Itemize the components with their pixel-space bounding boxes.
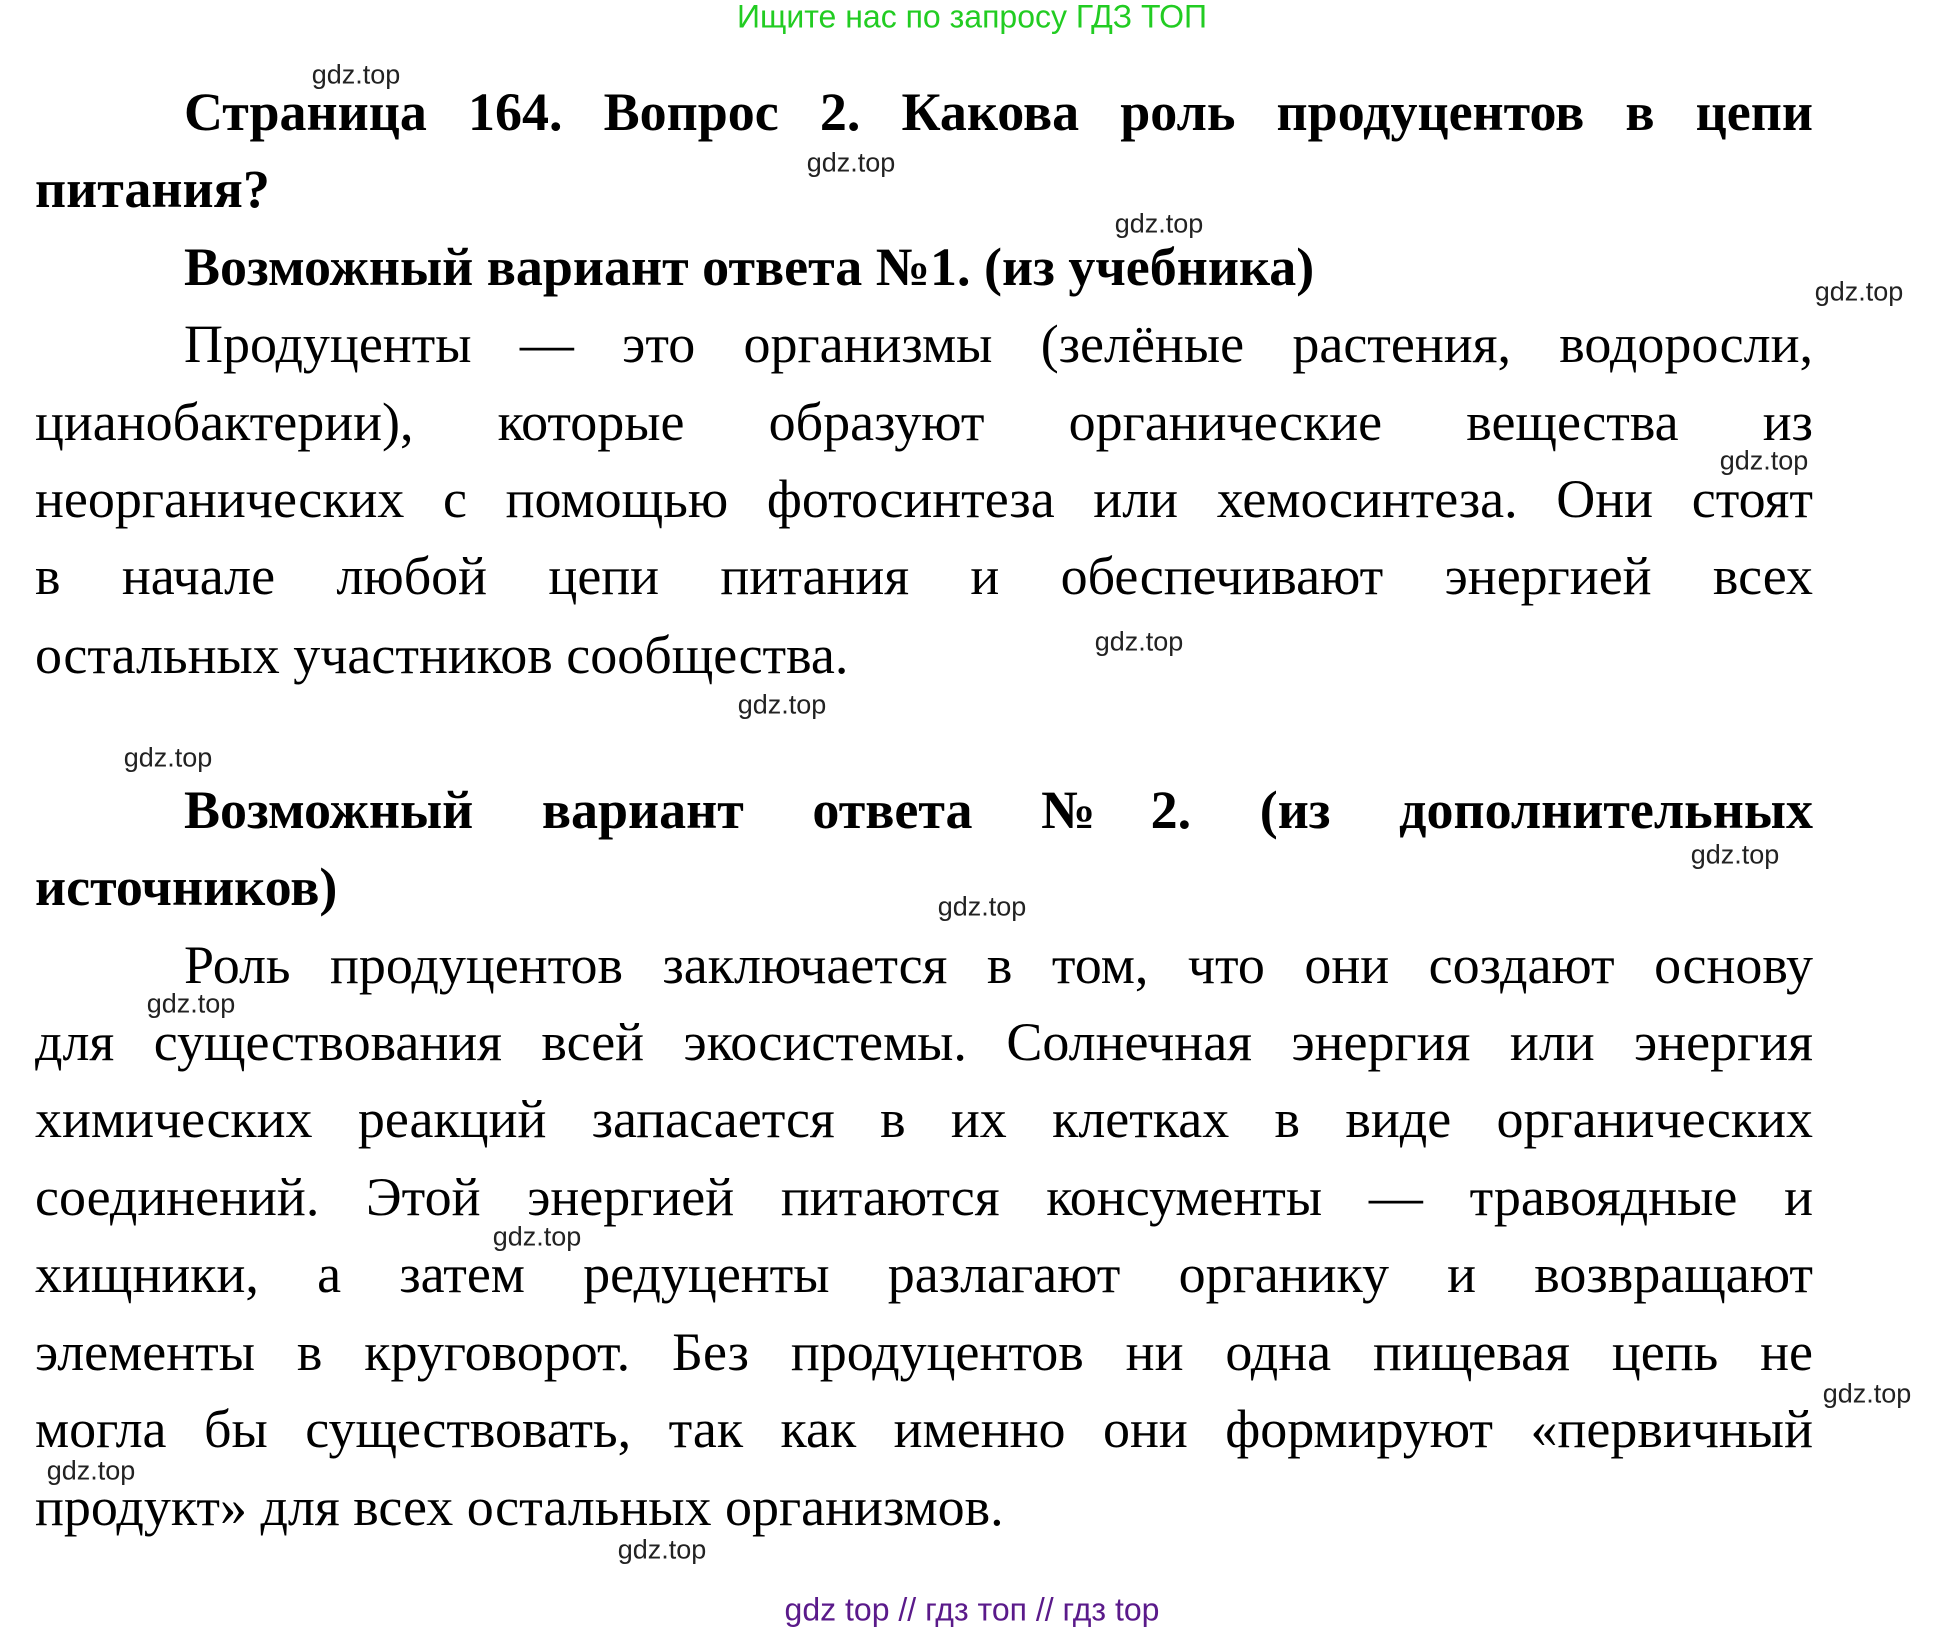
- answer2-line: хищники, а затем редуценты разлагают органику и возвращают: [35, 1244, 1813, 1304]
- answer2-line: химических реакций запасается в их клетках в виде органических: [35, 1089, 1813, 1149]
- page-title-line-2: питания?: [35, 159, 270, 219]
- bottom-banner: gdz top // гдз топ // гдз top: [784, 1591, 1160, 1628]
- answer1-line: цианобактерии), которые образуют органические вещества из: [35, 392, 1813, 452]
- watermark: gdz.top: [1822, 1378, 1912, 1409]
- answer2-line: элементы в круговорот. Без продуцентов ни одна пищевая цепь не: [35, 1322, 1813, 1382]
- answer2-line: соединений. Этой энергией питаются консументы — травоядные и: [35, 1167, 1813, 1227]
- answer2-line: могла бы существовать, так как именно они формируют «первичный: [35, 1399, 1813, 1459]
- watermark: gdz.top: [806, 147, 896, 178]
- watermark: gdz.top: [146, 988, 236, 1019]
- watermark: gdz.top: [1094, 626, 1184, 657]
- watermark: gdz.top: [492, 1221, 582, 1252]
- watermark: gdz.top: [617, 1534, 707, 1565]
- answer1-heading: Возможный вариант ответа №1. (из учебника): [184, 237, 1315, 297]
- answer2-line: продукт» для всех остальных организмов.: [35, 1477, 1004, 1537]
- watermark: gdz.top: [123, 742, 213, 773]
- watermark: gdz.top: [1719, 445, 1809, 476]
- answer2-line: для существования всей экосистемы. Солнечная энергия или энергия: [35, 1012, 1813, 1072]
- watermark: gdz.top: [311, 59, 401, 90]
- answer2-line: Роль продуцентов заключается в том, что они создают основу: [184, 935, 1813, 995]
- answer1-line: неорганических с помощью фотосинтеза или хемосинтеза. Они стоят: [35, 469, 1813, 529]
- answer1-line: Продуценты — это организмы (зелёные растения, водоросли,: [184, 314, 1813, 374]
- watermark: gdz.top: [46, 1455, 136, 1486]
- top-banner: Ищите нас по запросу ГДЗ ТОП: [737, 0, 1207, 35]
- answer2-heading-line-1: Возможный вариант ответа №2. (из дополнительных: [184, 780, 1813, 840]
- answer2-heading-line-2: источников): [35, 857, 338, 917]
- watermark: gdz.top: [737, 689, 827, 720]
- answer1-line: в начале любой цепи питания и обеспечивают энергией всех: [35, 546, 1813, 606]
- answer1-line: остальных участников сообщества.: [35, 625, 849, 685]
- watermark: gdz.top: [1814, 276, 1904, 307]
- watermark: gdz.top: [1690, 839, 1780, 870]
- watermark: gdz.top: [937, 891, 1027, 922]
- page-title-line-1: Страница 164. Вопрос 2. Какова роль продуцентов в цепи: [184, 82, 1813, 142]
- watermark: gdz.top: [1114, 208, 1204, 239]
